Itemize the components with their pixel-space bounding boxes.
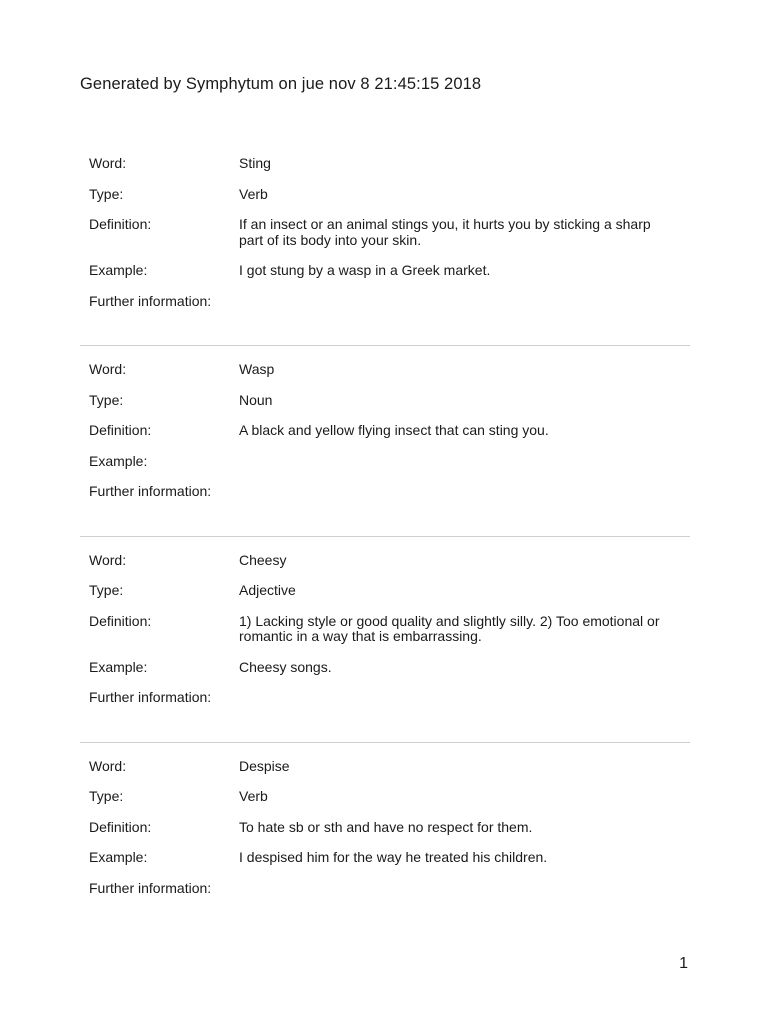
word-row xyxy=(80,759,690,775)
type-row xyxy=(80,583,690,599)
further-info-row xyxy=(80,484,690,500)
type-row xyxy=(80,393,690,409)
word-label: Word: xyxy=(89,155,127,171)
definition-row xyxy=(80,820,690,836)
page-number: 1 xyxy=(679,955,688,972)
word-value: Wasp xyxy=(239,361,275,377)
dictionary-entry xyxy=(80,743,690,933)
type-value: Verb xyxy=(239,185,268,202)
definition-row xyxy=(80,217,690,248)
dictionary-entry xyxy=(80,140,690,346)
definition-label: Definition: xyxy=(89,216,152,232)
definition-value: 1) Lacking style or good quality and slightly silly. 2) Too emotional or romantic in a way that is embarrassing. xyxy=(239,612,660,644)
example-label: Example: xyxy=(89,849,148,865)
type-value: Noun xyxy=(239,391,273,408)
further-info-label: Further information: xyxy=(89,292,212,309)
further-info-row xyxy=(80,690,690,706)
example-value: I got stung by a wasp in a Greek market. xyxy=(239,262,491,278)
example-value: I despised him for the way he treated his children. xyxy=(239,849,548,865)
word-label: Word: xyxy=(89,361,127,377)
type-row xyxy=(80,187,690,203)
further-info-row xyxy=(80,881,690,897)
definition-label: Definition: xyxy=(89,612,152,629)
word-value: Despise xyxy=(239,757,290,774)
dictionary-entry xyxy=(80,346,690,537)
definition-row xyxy=(80,423,690,439)
example-row xyxy=(80,850,690,866)
definition-value: To hate sb or sth and have no respect for them. xyxy=(239,818,533,835)
example-row xyxy=(80,454,690,470)
word-value: Sting xyxy=(239,155,271,171)
type-label: Type: xyxy=(89,391,124,408)
type-row xyxy=(80,789,690,805)
example-label: Example: xyxy=(89,262,148,278)
word-label: Word: xyxy=(89,551,127,568)
type-value: Verb xyxy=(239,788,268,804)
example-row xyxy=(80,263,690,279)
definition-value: If an insect or an animal stings you, it hurts you by sticking a sharp part of its body into your skin. xyxy=(239,216,651,248)
example-row xyxy=(80,660,690,676)
type-label: Type: xyxy=(89,788,124,804)
word-value: Cheesy xyxy=(239,551,287,568)
further-info-label: Further information: xyxy=(89,689,212,705)
type-label: Type: xyxy=(89,582,124,598)
further-info-label: Further information: xyxy=(89,483,212,499)
definition-value: A black and yellow flying insect that can sting you. xyxy=(239,422,549,438)
word-row xyxy=(80,553,690,569)
definition-row xyxy=(80,614,690,645)
word-label: Word: xyxy=(89,757,127,774)
further-info-row xyxy=(80,294,690,310)
word-row xyxy=(80,362,690,378)
report-header: Generated by Symphytum on jue nov 8 21:45:15 2018 xyxy=(80,75,482,93)
further-info-label: Further information: xyxy=(89,879,212,896)
type-value: Adjective xyxy=(239,582,296,598)
example-value: Cheesy songs. xyxy=(239,658,332,675)
example-label: Example: xyxy=(89,658,148,675)
dictionary-entry xyxy=(80,537,690,743)
definition-label: Definition: xyxy=(89,818,152,835)
type-label: Type: xyxy=(89,185,124,202)
entries-list xyxy=(80,140,690,932)
example-label: Example: xyxy=(89,452,148,469)
definition-label: Definition: xyxy=(89,422,152,438)
word-row xyxy=(80,156,690,172)
